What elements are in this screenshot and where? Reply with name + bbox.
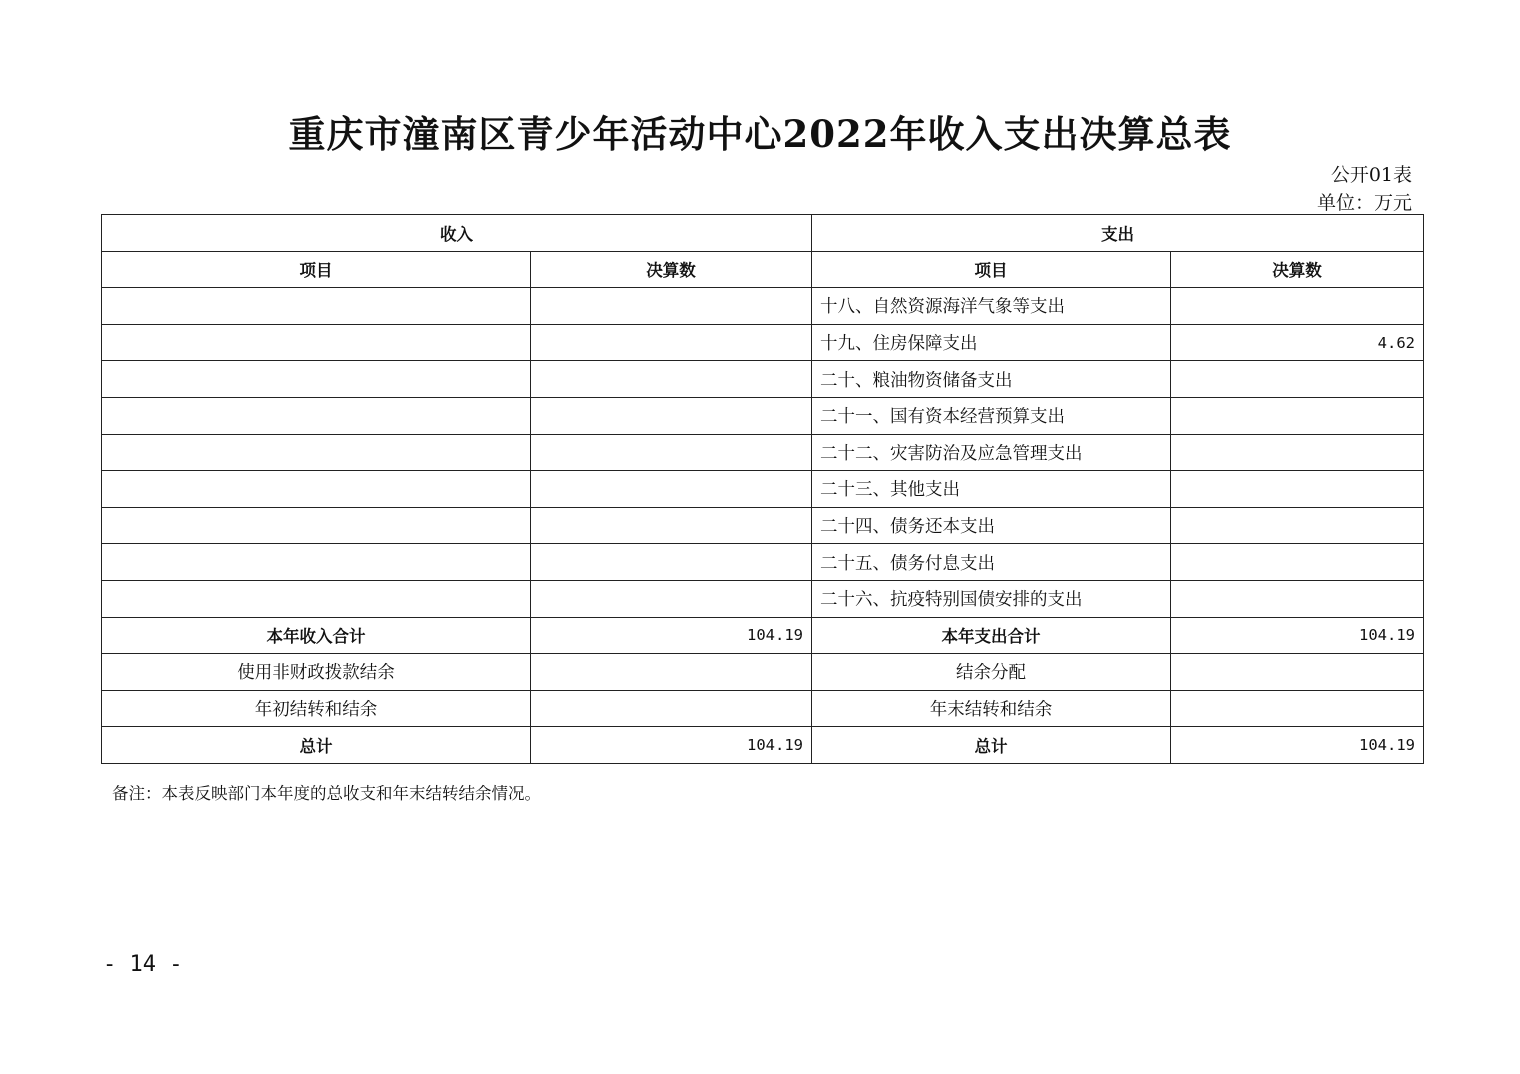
- table-row: [102, 544, 1424, 581]
- table-row: [102, 434, 1424, 471]
- expense-item: 二十五、债务付息支出: [812, 544, 1171, 581]
- col-income-amount: 决算数: [531, 251, 812, 288]
- income-item: [102, 471, 531, 508]
- year-income-total-label: 本年收入合计: [102, 617, 531, 654]
- footnote: 备注：本表反映部门本年度的总收支和年末结转结余情况。: [112, 784, 541, 803]
- closing-balance-value: [1171, 690, 1424, 727]
- column-header-row: [102, 251, 1424, 288]
- income-expense-table: [101, 214, 1424, 764]
- page-number: - 14 -: [103, 952, 183, 977]
- expense-amount: [1171, 580, 1424, 617]
- expense-amount: [1171, 397, 1424, 434]
- table-row: [102, 288, 1424, 325]
- expense-amount: 4.62: [1171, 324, 1424, 361]
- income-amount: [531, 544, 812, 581]
- non-fiscal-value: [531, 654, 812, 691]
- section-header-row: [102, 215, 1424, 252]
- unit-label: 单位：万元: [1316, 192, 1412, 214]
- income-amount: [531, 434, 812, 471]
- expense-item: 二十一、国有资本经营预算支出: [812, 397, 1171, 434]
- income-amount: [531, 471, 812, 508]
- expense-item: 二十、粮油物资储备支出: [812, 361, 1171, 398]
- table-row: [102, 580, 1424, 617]
- income-item: [102, 397, 531, 434]
- income-amount: [531, 288, 812, 325]
- year-expense-total-label: 本年支出合计: [812, 617, 1171, 654]
- year-total-row: [102, 617, 1424, 654]
- balance-distribution-label: 结余分配: [812, 654, 1171, 691]
- non-fiscal-label: 使用非财政拨款结余: [102, 654, 531, 691]
- col-income-item: 项目: [102, 251, 531, 288]
- opening-balance-label: 年初结转和结余: [102, 690, 531, 727]
- carryover-row: [102, 690, 1424, 727]
- income-item: [102, 324, 531, 361]
- col-expense-amount: 决算数: [1171, 251, 1424, 288]
- income-item: [102, 288, 531, 325]
- table-row: [102, 361, 1424, 398]
- year-income-total-value: 104.19: [531, 617, 812, 654]
- income-amount: [531, 324, 812, 361]
- opening-balance-value: [531, 690, 812, 727]
- grand-expense-value: 104.19: [1171, 727, 1424, 764]
- grand-expense-label: 总计: [812, 727, 1171, 764]
- income-amount: [531, 507, 812, 544]
- col-expense-item: 项目: [812, 251, 1171, 288]
- expense-item: 十九、住房保障支出: [812, 324, 1171, 361]
- form-number: 公开01表: [1330, 164, 1412, 186]
- income-item: [102, 580, 531, 617]
- grand-total-row: [102, 727, 1424, 764]
- expense-item: 二十四、债务还本支出: [812, 507, 1171, 544]
- grand-income-label: 总计: [102, 727, 531, 764]
- income-amount: [531, 580, 812, 617]
- expense-amount: [1171, 434, 1424, 471]
- expense-item: 二十六、抗疫特别国债安排的支出: [812, 580, 1171, 617]
- income-amount: [531, 361, 812, 398]
- expense-item: 二十二、灾害防治及应急管理支出: [812, 434, 1171, 471]
- expense-amount: [1171, 544, 1424, 581]
- income-item: [102, 544, 531, 581]
- grand-income-value: 104.19: [531, 727, 812, 764]
- income-item: [102, 361, 531, 398]
- expense-item: 二十三、其他支出: [812, 471, 1171, 508]
- table-row: [102, 324, 1424, 361]
- page-title: 重庆市潼南区青少年活动中心2022年收入支出决算总表: [288, 112, 1232, 156]
- table-row: [102, 507, 1424, 544]
- expense-amount: [1171, 471, 1424, 508]
- income-header: 收入: [102, 215, 812, 252]
- table-row: [102, 397, 1424, 434]
- expense-item: 十八、自然资源海洋气象等支出: [812, 288, 1171, 325]
- balance-distribution-value: [1171, 654, 1424, 691]
- closing-balance-label: 年末结转和结余: [812, 690, 1171, 727]
- income-amount: [531, 397, 812, 434]
- non-fiscal-row: [102, 654, 1424, 691]
- year-expense-total-value: 104.19: [1171, 617, 1424, 654]
- expense-amount: [1171, 361, 1424, 398]
- income-item: [102, 434, 531, 471]
- expense-header: 支出: [812, 215, 1424, 252]
- income-item: [102, 507, 531, 544]
- expense-amount: [1171, 507, 1424, 544]
- expense-amount: [1171, 288, 1424, 325]
- table-row: [102, 471, 1424, 508]
